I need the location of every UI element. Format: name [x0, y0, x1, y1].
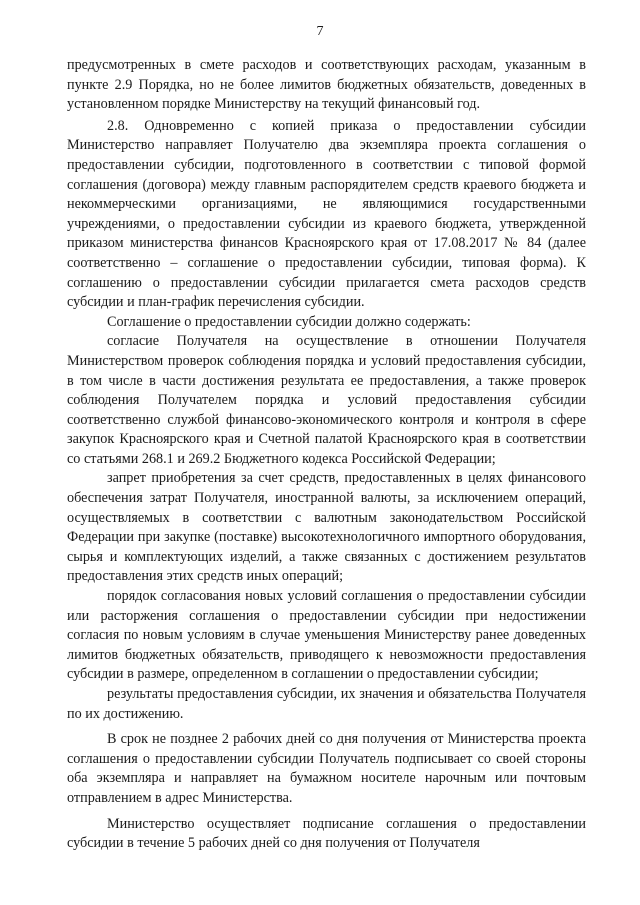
paragraph-currency-ban: запрет приобретения за счет средств, предоставленных в целях финансового обеспечения затрат Получателя, иностранной валюты, за исключением операций, осуществляемых в соответствии с валютным законодательством Российской Федерации при закупке (поставке) высокотехнологичного импортного оборудования, сырья и комплектующих изделий, а также связанных с достижением результатов предоставления этих средств иных операций;	[67, 470, 586, 585]
paragraph-signing-deadline: В срок не позднее 2 рабочих дней со дня получения от Министерства проекта соглашения о предоставлении субсидии Получатель подписывает со своей стороны оба экземпляра и направляет на бумажном носителе нарочным или почтовым отправлением в адрес Министерства.	[67, 731, 586, 806]
paragraph-2-8: 2.8. Одновременно с копией приказа о предоставлении субсидии Министерство направляет Получателю два экземпляра проекта соглашения о предоставлении субсидии, подготовленного в соответствии с типовой формой соглашения (договора) между главным распорядителем средств краевого бюджета и некоммерческими организациями, не являющимися государственными учреждениями, о предоставлении субсидии из краевого бюджета, утвержденной приказом министерства финансов Красноярского края от 17.08.2017 № 84 (далее соответственно – соглашение о предоставлении субсидии, типовая форма). К соглашению о предоставлении субсидии прилагается смета расходов средств субсидии и план-график перечисления субсидии.	[67, 117, 586, 311]
document-body	[67, 56, 586, 854]
paragraph-ministry-signing: Министерство осуществляет подписание соглашения о предоставлении субсидии в течение 5 рабочих дней со дня получения от Получателя	[67, 815, 586, 852]
page-number: 7	[316, 24, 324, 39]
paragraph-new-conditions: порядок согласования новых условий соглашения о предоставлении субсидии или расторжения соглашения о предоставлении субсидии при недостижении согласия по новым условиям в случае уменьшения Министерству ранее доведенных лимитов бюджетных обязательств, приводящего к невозможности предоставления субсидии в размере, определенном в соглашении о предоставлении субсидии;	[67, 588, 586, 683]
paragraph-agreement-contents: Соглашение о предоставлении субсидии должно содержать:	[107, 313, 471, 330]
paragraph-consent: согласие Получателя на осуществление в отношении Получателя Министерством проверок соблюдения порядка и условий предоставления субсидии, в том числе в части достижения результата ее предоставления, а также проверок соблюдения Получателем порядка и условий предоставления субсидии соответственно службой финансово-экономического контроля и контроля в сфере закупок Красноярского края и Счетной палатой Красноярского края в соответствии со статьями 268.1 и 269.2 Бюджетного кодекса Российской Федерации;	[67, 333, 586, 467]
paragraph-results: результаты предоставления субсидии, их значения и обязательства Получателя по их достижению.	[67, 686, 586, 722]
paragraph-continuation: предусмотренных в смете расходов и соответствующих расходам, указанным в пункте 2.9 Порядка, но не более лимитов бюджетных обязательств, доведенных в установленном порядке Министерству на текущий финансовый год.	[67, 57, 586, 113]
